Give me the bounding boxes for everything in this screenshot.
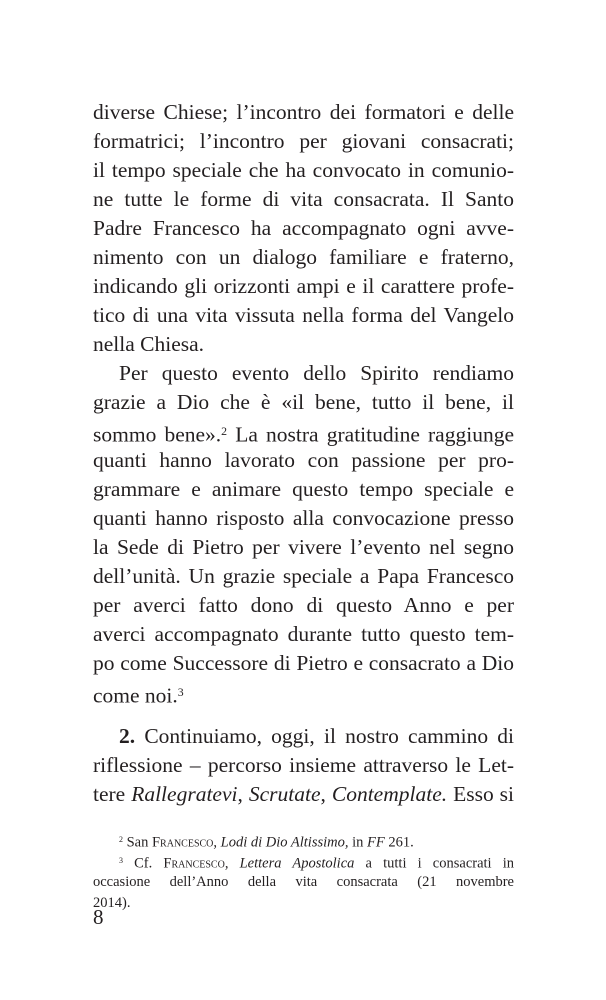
text-line: po come Successore di Pietro e consacrato a Dio xyxy=(93,651,514,675)
source-abbrev: FF xyxy=(367,834,385,851)
text-line: nella Chiesa. xyxy=(93,332,205,356)
work-title: Lodi di Dio Altissimo, xyxy=(220,834,349,851)
letter-title: Contemplate. xyxy=(331,782,448,806)
text-line: tico di una vita vissuta nella forma del Vangelo xyxy=(93,303,514,327)
author-name: Francesco xyxy=(163,855,225,872)
text-line: nimento con un dialogo familiare e fraterno, xyxy=(93,245,514,269)
text-line: dell’unità. Un grazie speciale a Papa Francesco xyxy=(93,564,514,588)
text-segment: Cf. xyxy=(122,855,164,872)
text-segment: sommo bene». xyxy=(93,422,222,447)
text-line: grazie a Dio che è «il bene, tutto il bene, il xyxy=(93,390,514,414)
footnote-3-line: 2014). xyxy=(93,895,131,911)
footnote-marker: 2 xyxy=(119,835,123,844)
letter-title: Scrutate xyxy=(248,782,321,806)
text-line: averci accompagnato durante tutto questo tem- xyxy=(93,622,514,646)
text-line xyxy=(93,780,514,808)
text-segment: Esso si xyxy=(447,782,515,806)
text-line: quanti hanno risposto alla convocazione presso xyxy=(93,506,514,530)
text-segment: a tutti i consacrati in xyxy=(354,855,515,872)
text-line: indicando gli orizzonti ampi e il carattere profe- xyxy=(93,274,514,298)
author-name: Francesco xyxy=(151,834,214,851)
text-line: Per questo evento dello Spirito rendiamo xyxy=(119,361,514,385)
text-line xyxy=(93,678,514,706)
text-line: riflessione – percorso insieme attraverso le Let- xyxy=(93,753,514,777)
footnote-reference: 2 xyxy=(221,424,228,438)
text-segment: in xyxy=(348,834,368,851)
footnote-3 xyxy=(119,851,514,871)
footnote-2 xyxy=(119,830,514,850)
text-segment: , xyxy=(320,782,332,806)
text-line: diverse Chiese; l’incontro dei formatori e delle xyxy=(93,100,514,124)
footnote-reference: 3 xyxy=(177,685,184,699)
text-line: formatrici; l’incontro per giovani consacrati; xyxy=(93,129,514,153)
page-number: 8 xyxy=(93,905,104,929)
letter-title: Rallegratevi xyxy=(131,782,238,806)
text-line: Padre Francesco ha accompagnato ogni avve- xyxy=(93,216,514,240)
text-segment: La nostra gratitudine raggiunge xyxy=(227,422,514,447)
text-line: la Sede di Pietro per vivere l’evento nel segno xyxy=(93,535,514,559)
footnote-marker: 3 xyxy=(119,856,123,865)
footnote-3-line: occasione dell’Anno della vita consacrata (21 novembre xyxy=(93,874,514,890)
text-line: grammare e animare questo tempo speciale e xyxy=(93,477,514,501)
text-segment: Continuiamo, oggi, il nostro cammino di xyxy=(135,724,514,748)
text-segment: 261. xyxy=(384,834,414,851)
work-title: Lettera Apostolica xyxy=(239,855,355,872)
text-segment: , xyxy=(224,855,240,872)
section-number: 2. xyxy=(119,724,136,748)
text-line: ne tutte le forme di vita consacrata. Il Santo xyxy=(93,187,514,211)
text-segment: come noi. xyxy=(93,683,178,708)
text-line xyxy=(119,722,514,750)
text-line: quanti hanno lavorato con passione per pro- xyxy=(93,448,514,472)
text-segment: , xyxy=(213,834,221,851)
text-line: il tempo speciale che ha convocato in comunio- xyxy=(93,158,514,182)
text-line: per averci fatto dono di questo Anno e per xyxy=(93,593,514,617)
text-segment: tere xyxy=(93,782,132,806)
text-segment: San xyxy=(122,834,152,851)
text-segment: , xyxy=(237,782,249,806)
text-line xyxy=(93,417,514,445)
